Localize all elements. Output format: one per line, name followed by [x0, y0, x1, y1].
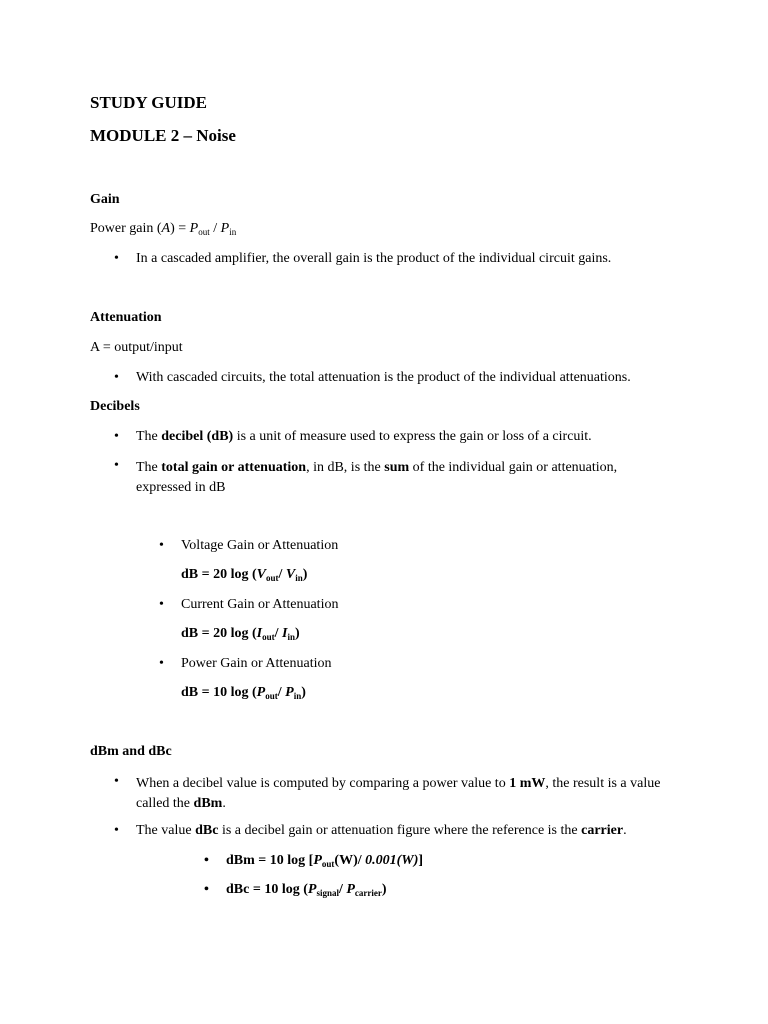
bullet-marker: • — [159, 597, 164, 612]
gain-heading: Gain — [90, 192, 120, 207]
bullet-marker: • — [114, 251, 119, 266]
attenuation-heading: Attenuation — [90, 310, 162, 325]
attenuation-bullet-text: With cascaded circuits, the total attenuation is the product of the individual attenuations. — [136, 370, 631, 385]
dbm-definition: When a decibel value is computed by comparing a power value to 1 mW, the result is a value called the dBm. — [136, 776, 661, 811]
dbm-formula: dBm = 10 $\log [P_{out}(W)/$ 0.001(W)] — [226, 853, 424, 869]
current-gain-label: Current Gain or Attenuation — [181, 597, 339, 612]
dbc-formula: dBc = 10 $\log (P_{signal}/$ $P_{carrier}$) — [226, 882, 387, 898]
bullet-marker: • — [204, 882, 209, 897]
decibels-heading: Decibels — [90, 399, 140, 414]
bullet-marker: • — [114, 823, 119, 838]
dbc-definition: The value dBc is a decibel gain or attenuation figure where the reference is the carrier. — [136, 823, 627, 838]
total-gain-definition: The total gain or attenuation, in dB, is the sum of the individual gain or attenuation, expressed in dB — [136, 460, 618, 495]
dbm-dbc-heading: dBm and dBc — [90, 744, 172, 759]
module-title: MODULE 2 – Noise — [90, 126, 236, 145]
bullet-marker: • — [204, 853, 209, 868]
bullet-marker: • — [114, 774, 119, 789]
current-gain-formula: dB = 20 $\log (I_{out}/$ $I_{in}$) — [181, 626, 300, 642]
page-title: STUDY GUIDE — [90, 93, 207, 112]
power-gain-db-formula: dB = 10 $\log (P_{out}/$ $P_{in}$) — [181, 685, 306, 701]
decibel-definition: The decibel (dB) is a unit of measure used to express the gain or loss of a circuit. — [136, 429, 592, 444]
bullet-marker: • — [159, 656, 164, 671]
voltage-gain-label: Voltage Gain or Attenuation — [181, 538, 339, 553]
voltage-gain-formula: dB = 20 $\log (V_{out}/$ $V_{in}$) — [181, 567, 308, 583]
power-gain-label: Power Gain or Attenuation — [181, 656, 332, 671]
attenuation-formula: A = output/input — [90, 340, 183, 355]
bullet-marker: • — [114, 458, 119, 473]
bullet-marker: • — [114, 370, 119, 385]
bullet-marker: • — [159, 538, 164, 553]
bullet-marker: • — [114, 429, 119, 444]
gain-bullet-text: In a cascaded amplifier, the overall gain is the product of the individual circuit gains. — [136, 251, 612, 266]
power-gain-formula: Power gain $(A) = P_{out} / P_{in}$ — [90, 221, 237, 237]
